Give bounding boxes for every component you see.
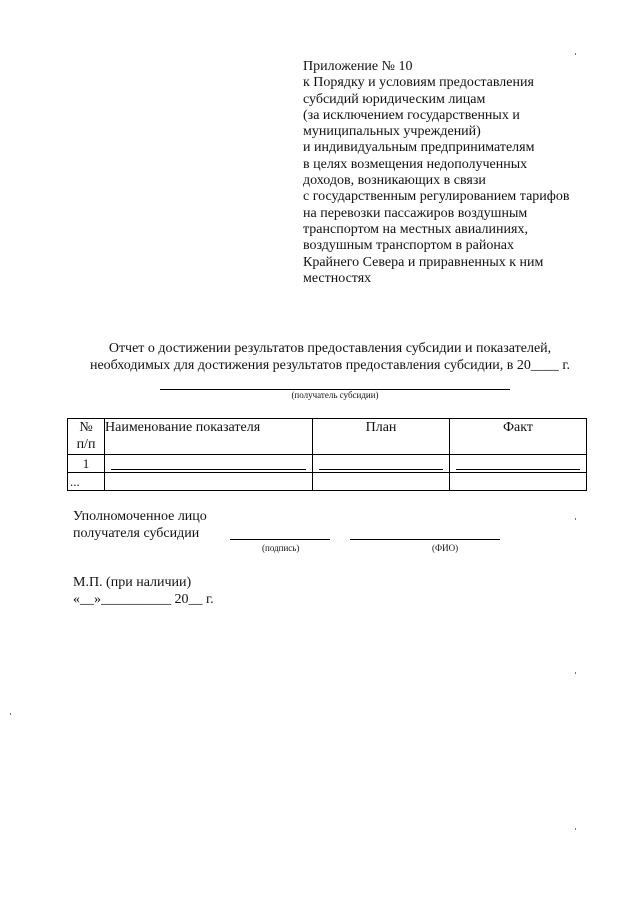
header-number-line-2: п/п (76, 437, 96, 452)
report-title (60, 340, 600, 374)
indicators-table (67, 418, 587, 491)
report-title-line-1: Отчет о достижении результатов предоставления субсидии и показателей, (108, 341, 552, 356)
plan-cell (313, 473, 450, 491)
indicator-name-cell (105, 455, 313, 473)
full-name-caption: (ФИО) (432, 543, 459, 553)
signature-caption: (подпись) (262, 543, 300, 553)
header-number (68, 419, 105, 455)
header-fact: Факт (450, 419, 587, 455)
header-plan: План (313, 419, 450, 455)
scan-speck (575, 828, 576, 830)
report-title-line-2: необходимых для достижения результатов предоставления субсидии, в 20____ г. (89, 358, 571, 373)
fill-line (456, 469, 580, 470)
plan-cell (313, 455, 450, 473)
header-indicator-name: Наименование показателя (105, 419, 313, 455)
appendix-line: Приложение № 10 (303, 59, 413, 74)
indicator-name-cell (105, 473, 313, 491)
seal-block (73, 574, 214, 608)
appendix-line: и индивидуальным предпринимателям (303, 140, 535, 156)
appendix-line: (за исключением государственных и (303, 107, 520, 123)
appendix-line: Крайнего Севера и приравненных к ним (303, 254, 544, 270)
appendix-header (303, 59, 603, 287)
row-number: ... (68, 473, 105, 491)
fill-line (319, 469, 443, 470)
fact-cell (450, 455, 587, 473)
scan-speck (10, 713, 11, 715)
appendix-line: субсидий юридическим лицам (303, 91, 486, 107)
scan-speck (575, 53, 576, 55)
authorized-person-line-2: получателя субсидии (73, 526, 200, 541)
date-line: «__»__________ 20__ г. (73, 592, 214, 607)
appendix-line: в целях возмещения недополученных (303, 156, 528, 172)
recipient-caption: (получатель субсидии) (291, 390, 379, 400)
full-name-blank-line (350, 539, 500, 540)
appendix-line: к Порядку и условиям предоставления (303, 75, 534, 91)
appendix-line: воздушным транспортом в районах (303, 238, 515, 254)
scan-speck (575, 672, 576, 674)
fact-cell (450, 473, 587, 491)
authorized-person-label (73, 508, 207, 542)
appendix-line: транспортом на местных авиалиниях, (303, 221, 528, 237)
fill-line (111, 469, 306, 470)
table-header-row (68, 419, 587, 455)
appendix-line: муниципальных учреждений) (303, 124, 481, 140)
appendix-line: доходов, возникающих в связи (303, 173, 486, 189)
appendix-line: с государственным регулированием тарифов (303, 189, 570, 205)
scan-speck (575, 518, 576, 520)
appendix-line: местностях (303, 270, 372, 286)
header-number-line-1: № (79, 420, 93, 435)
authorized-person-line-1: Уполномоченное лицо (73, 509, 207, 524)
signature-blank-line (230, 539, 330, 540)
seal-label: М.П. (при наличии) (73, 575, 192, 590)
table-row (68, 473, 587, 491)
appendix-line: на перевозки пассажиров воздушным (303, 205, 528, 221)
table-row (68, 455, 587, 473)
row-number: 1 (68, 455, 105, 473)
